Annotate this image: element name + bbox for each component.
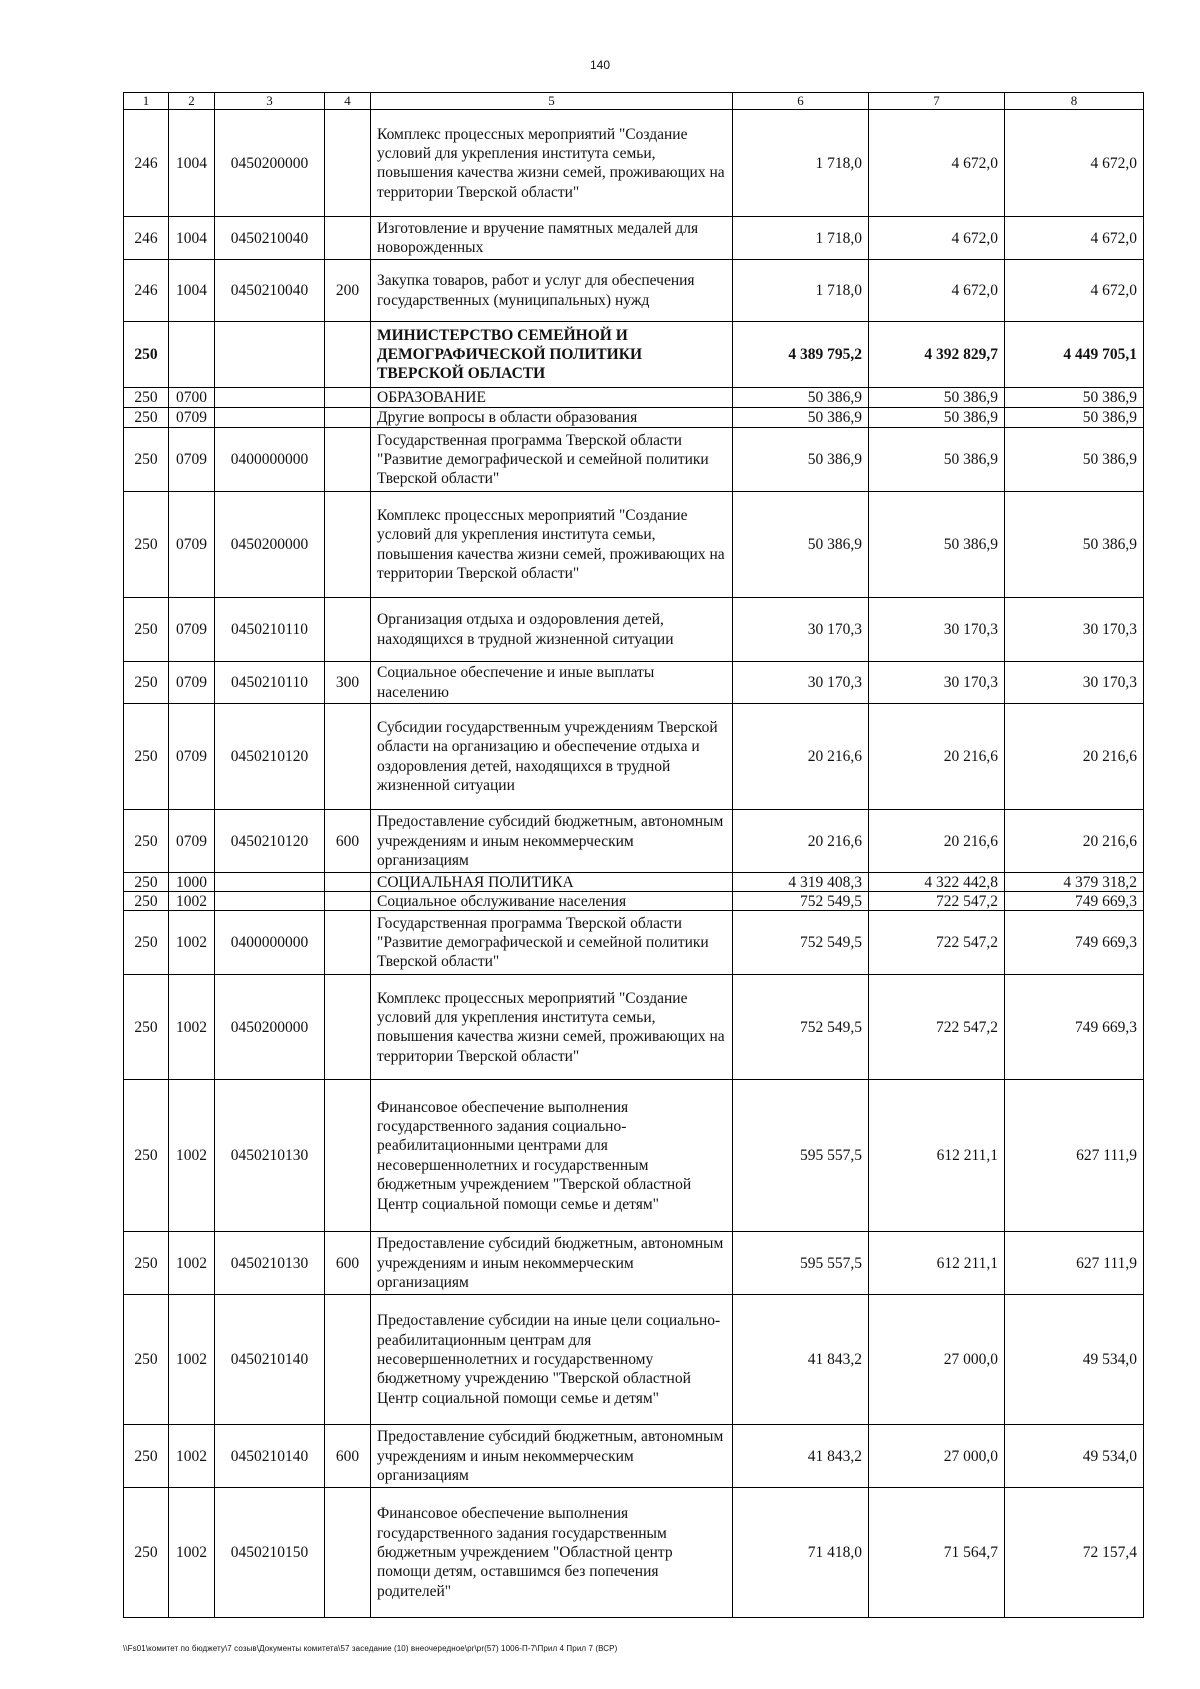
cell-ministry-code: 250 bbox=[124, 1232, 169, 1295]
cell-description: Организация отдыха и оздоровления детей, находящихся в трудной жизненной ситуации bbox=[371, 598, 733, 662]
cell-expense-type bbox=[325, 892, 371, 911]
cell-ministry-code: 250 bbox=[124, 322, 169, 388]
cell-description: Государственная программа Тверской области "Развитие демографической и семейной политики Тверской области" bbox=[371, 428, 733, 492]
cell-description: Предоставление субсидии на иные цели социально-реабилитационным центрам для несовершеннолетних и государственному бюджетному учреждению "Тверской областной Центр социальной помощи семье и детям" bbox=[371, 1295, 733, 1425]
cell-section-code: 1002 bbox=[169, 1295, 215, 1425]
cell-description: Государственная программа Тверской области "Развитие демографической и семейной политики Тверской области" bbox=[371, 911, 733, 975]
cell-description: Предоставление субсидий бюджетным, автономным учреждениям и иным некоммерческим организациям bbox=[371, 1232, 733, 1295]
cell-description: Финансовое обеспечение выполнения государственного задания государственным бюджетным учреждением "Областной центр помощи детям, оставшимся без попечения родителей" bbox=[371, 1488, 733, 1618]
cell-section-code: 0709 bbox=[169, 810, 215, 873]
table-row bbox=[124, 408, 1144, 428]
cell-amount-2: 71 564,7 bbox=[869, 1488, 1005, 1618]
cell-amount-1: 1 718,0 bbox=[733, 110, 869, 217]
cell-amount-2: 722 547,2 bbox=[869, 975, 1005, 1080]
cell-amount-2: 50 386,9 bbox=[869, 428, 1005, 492]
cell-target-article bbox=[215, 408, 325, 428]
table-row bbox=[124, 217, 1144, 260]
cell-ministry-code: 250 bbox=[124, 810, 169, 873]
cell-ministry-code: 250 bbox=[124, 1425, 169, 1488]
table-row bbox=[124, 322, 1144, 388]
cell-description: Другие вопросы в области образования bbox=[371, 408, 733, 428]
cell-amount-3: 20 216,6 bbox=[1005, 704, 1144, 810]
cell-amount-1: 71 418,0 bbox=[733, 1488, 869, 1618]
cell-target-article: 0450210150 bbox=[215, 1488, 325, 1618]
table-row bbox=[124, 492, 1144, 598]
cell-ministry-code: 250 bbox=[124, 975, 169, 1080]
cell-expense-type bbox=[325, 704, 371, 810]
cell-amount-1: 752 549,5 bbox=[733, 975, 869, 1080]
cell-amount-3: 4 379 318,2 bbox=[1005, 873, 1144, 892]
cell-amount-3: 49 534,0 bbox=[1005, 1295, 1144, 1425]
cell-section-code: 1000 bbox=[169, 873, 215, 892]
cell-amount-2: 4 672,0 bbox=[869, 110, 1005, 217]
cell-amount-2: 722 547,2 bbox=[869, 911, 1005, 975]
cell-description: Финансовое обеспечение выполнения государственного задания социально-реабилитационными центрами для несовершеннолетних и государственным бюджетным учреждением "Тверской областной Центр социальной помощи семье и детям" bbox=[371, 1080, 733, 1232]
cell-expense-type: 200 bbox=[325, 260, 371, 322]
table-row bbox=[124, 873, 1144, 892]
cell-amount-2: 50 386,9 bbox=[869, 408, 1005, 428]
cell-amount-2: 27 000,0 bbox=[869, 1425, 1005, 1488]
cell-ministry-code: 250 bbox=[124, 873, 169, 892]
cell-expense-type bbox=[325, 408, 371, 428]
cell-ministry-code: 250 bbox=[124, 388, 169, 408]
cell-section-code: 0709 bbox=[169, 428, 215, 492]
cell-amount-2: 4 672,0 bbox=[869, 260, 1005, 322]
cell-amount-3: 627 111,9 bbox=[1005, 1232, 1144, 1295]
cell-amount-1: 41 843,2 bbox=[733, 1425, 869, 1488]
cell-expense-type bbox=[325, 110, 371, 217]
cell-ministry-code: 250 bbox=[124, 1080, 169, 1232]
cell-amount-2: 20 216,6 bbox=[869, 810, 1005, 873]
cell-amount-3: 749 669,3 bbox=[1005, 911, 1144, 975]
cell-ministry-code: 250 bbox=[124, 892, 169, 911]
cell-description: Субсидии государственным учреждениям Тверской области на организацию и обеспечение отдыха и оздоровления детей, находящихся в трудной жизненной ситуации bbox=[371, 704, 733, 810]
cell-amount-3: 30 170,3 bbox=[1005, 598, 1144, 662]
cell-description: ОБРАЗОВАНИЕ bbox=[371, 388, 733, 408]
cell-amount-3: 4 672,0 bbox=[1005, 217, 1144, 260]
cell-target-article: 0450210110 bbox=[215, 598, 325, 662]
cell-description: Изготовление и вручение памятных медалей для новорожденных bbox=[371, 217, 733, 260]
column-header-3: 3 bbox=[215, 93, 325, 110]
cell-amount-3: 72 157,4 bbox=[1005, 1488, 1144, 1618]
cell-ministry-code: 250 bbox=[124, 408, 169, 428]
cell-target-article: 0450210040 bbox=[215, 217, 325, 260]
table-row bbox=[124, 975, 1144, 1080]
column-header-1: 1 bbox=[124, 93, 169, 110]
cell-section-code: 1004 bbox=[169, 110, 215, 217]
cell-amount-3: 4 449 705,1 bbox=[1005, 322, 1144, 388]
column-number-row bbox=[124, 93, 1144, 110]
cell-amount-1: 30 170,3 bbox=[733, 598, 869, 662]
cell-target-article: 0450210130 bbox=[215, 1080, 325, 1232]
cell-ministry-code: 250 bbox=[124, 662, 169, 704]
table-row bbox=[124, 260, 1144, 322]
cell-description: Социальное обеспечение и иные выплаты населению bbox=[371, 662, 733, 704]
table-row bbox=[124, 110, 1144, 217]
cell-amount-1: 50 386,9 bbox=[733, 408, 869, 428]
cell-ministry-code: 250 bbox=[124, 911, 169, 975]
table-row bbox=[124, 598, 1144, 662]
cell-amount-2: 30 170,3 bbox=[869, 662, 1005, 704]
cell-section-code: 0709 bbox=[169, 662, 215, 704]
cell-amount-3: 49 534,0 bbox=[1005, 1425, 1144, 1488]
cell-section-code: 1002 bbox=[169, 1232, 215, 1295]
cell-expense-type: 600 bbox=[325, 810, 371, 873]
cell-ministry-code: 250 bbox=[124, 428, 169, 492]
cell-target-article bbox=[215, 892, 325, 911]
column-header-4: 4 bbox=[325, 93, 371, 110]
cell-expense-type bbox=[325, 975, 371, 1080]
cell-target-article: 0450210140 bbox=[215, 1295, 325, 1425]
cell-amount-1: 595 557,5 bbox=[733, 1232, 869, 1295]
cell-ministry-code: 250 bbox=[124, 598, 169, 662]
cell-target-article: 0450210130 bbox=[215, 1232, 325, 1295]
cell-amount-2: 4 672,0 bbox=[869, 217, 1005, 260]
cell-section-code: 1002 bbox=[169, 911, 215, 975]
cell-amount-1: 4 389 795,2 bbox=[733, 322, 869, 388]
cell-description: Социальное обслуживание населения bbox=[371, 892, 733, 911]
cell-amount-1: 1 718,0 bbox=[733, 260, 869, 322]
cell-amount-2: 50 386,9 bbox=[869, 388, 1005, 408]
cell-expense-type bbox=[325, 217, 371, 260]
cell-target-article: 0400000000 bbox=[215, 428, 325, 492]
cell-expense-type bbox=[325, 598, 371, 662]
table-row bbox=[124, 1080, 1144, 1232]
cell-amount-1: 50 386,9 bbox=[733, 428, 869, 492]
cell-description: Предоставление субсидий бюджетным, автономным учреждениям и иным некоммерческим организациям bbox=[371, 810, 733, 873]
cell-amount-1: 50 386,9 bbox=[733, 492, 869, 598]
cell-description: СОЦИАЛЬНАЯ ПОЛИТИКА bbox=[371, 873, 733, 892]
cell-expense-type bbox=[325, 1488, 371, 1618]
cell-ministry-code: 250 bbox=[124, 704, 169, 810]
cell-description: Закупка товаров, работ и услуг для обеспечения государственных (муниципальных) нужд bbox=[371, 260, 733, 322]
cell-ministry-code: 250 bbox=[124, 492, 169, 598]
cell-amount-2: 30 170,3 bbox=[869, 598, 1005, 662]
cell-amount-1: 50 386,9 bbox=[733, 388, 869, 408]
cell-target-article: 0450210120 bbox=[215, 704, 325, 810]
cell-amount-2: 612 211,1 bbox=[869, 1232, 1005, 1295]
cell-target-article bbox=[215, 322, 325, 388]
budget-table bbox=[123, 92, 1144, 1618]
cell-ministry-code: 246 bbox=[124, 260, 169, 322]
cell-amount-3: 50 386,9 bbox=[1005, 408, 1144, 428]
cell-section-code: 1002 bbox=[169, 892, 215, 911]
cell-amount-3: 749 669,3 bbox=[1005, 975, 1144, 1080]
column-header-8: 8 bbox=[1005, 93, 1144, 110]
cell-amount-1: 1 718,0 bbox=[733, 217, 869, 260]
cell-amount-1: 752 549,5 bbox=[733, 911, 869, 975]
cell-amount-3: 50 386,9 bbox=[1005, 428, 1144, 492]
cell-target-article: 0450210120 bbox=[215, 810, 325, 873]
cell-target-article: 0450200000 bbox=[215, 975, 325, 1080]
cell-amount-2: 27 000,0 bbox=[869, 1295, 1005, 1425]
page-number: 140 bbox=[589, 58, 611, 72]
cell-amount-3: 50 386,9 bbox=[1005, 388, 1144, 408]
cell-expense-type bbox=[325, 873, 371, 892]
cell-section-code: 1002 bbox=[169, 1425, 215, 1488]
cell-amount-3: 20 216,6 bbox=[1005, 810, 1144, 873]
table-row bbox=[124, 1488, 1144, 1618]
document-file-path: \\Fs01\комитет по бюджету\7 созыв\Документы комитета\57 заседание (10) внеочередное\pr\pr(57) 1006-П-7\Прил 4 Прил 7 (ВСР) bbox=[123, 1644, 618, 1653]
cell-amount-2: 50 386,9 bbox=[869, 492, 1005, 598]
table-row bbox=[124, 428, 1144, 492]
cell-amount-1: 20 216,6 bbox=[733, 704, 869, 810]
cell-expense-type: 600 bbox=[325, 1232, 371, 1295]
cell-amount-2: 4 392 829,7 bbox=[869, 322, 1005, 388]
table-row bbox=[124, 1425, 1144, 1488]
cell-section-code: 1002 bbox=[169, 975, 215, 1080]
table-row bbox=[124, 1232, 1144, 1295]
cell-section-code: 0709 bbox=[169, 598, 215, 662]
cell-section-code: 1002 bbox=[169, 1488, 215, 1618]
table-row bbox=[124, 388, 1144, 408]
table-row bbox=[124, 810, 1144, 873]
cell-amount-3: 50 386,9 bbox=[1005, 492, 1144, 598]
cell-section-code bbox=[169, 322, 215, 388]
table-row bbox=[124, 704, 1144, 810]
cell-amount-1: 30 170,3 bbox=[733, 662, 869, 704]
cell-amount-1: 4 319 408,3 bbox=[733, 873, 869, 892]
cell-section-code: 0709 bbox=[169, 704, 215, 810]
cell-section-code: 1004 bbox=[169, 217, 215, 260]
cell-amount-3: 749 669,3 bbox=[1005, 892, 1144, 911]
table-row bbox=[124, 911, 1144, 975]
cell-amount-3: 627 111,9 bbox=[1005, 1080, 1144, 1232]
cell-description: Комплекс процессных мероприятий "Создание условий для укрепления института семьи, повышения качества жизни семей, проживающих на территории Тверской области" bbox=[371, 975, 733, 1080]
cell-amount-3: 4 672,0 bbox=[1005, 260, 1144, 322]
cell-expense-type bbox=[325, 1295, 371, 1425]
cell-expense-type: 600 bbox=[325, 1425, 371, 1488]
cell-description: МИНИСТЕРСТВО СЕМЕЙНОЙ И ДЕМОГРАФИЧЕСКОЙ ПОЛИТИКИ ТВЕРСКОЙ ОБЛАСТИ bbox=[371, 322, 733, 388]
cell-section-code: 1002 bbox=[169, 1080, 215, 1232]
cell-target-article: 0450200000 bbox=[215, 492, 325, 598]
cell-ministry-code: 246 bbox=[124, 217, 169, 260]
cell-amount-1: 41 843,2 bbox=[733, 1295, 869, 1425]
cell-expense-type bbox=[325, 911, 371, 975]
table-row bbox=[124, 1295, 1144, 1425]
cell-amount-2: 4 322 442,8 bbox=[869, 873, 1005, 892]
cell-target-article: 0450200000 bbox=[215, 110, 325, 217]
cell-amount-1: 752 549,5 bbox=[733, 892, 869, 911]
cell-target-article: 0400000000 bbox=[215, 911, 325, 975]
cell-amount-3: 4 672,0 bbox=[1005, 110, 1144, 217]
cell-amount-2: 20 216,6 bbox=[869, 704, 1005, 810]
cell-description: Комплекс процессных мероприятий "Создание условий для укрепления института семьи, повышения качества жизни семей, проживающих на территории Тверской области" bbox=[371, 110, 733, 217]
cell-expense-type bbox=[325, 322, 371, 388]
cell-target-article bbox=[215, 873, 325, 892]
column-header-2: 2 bbox=[169, 93, 215, 110]
cell-section-code: 0709 bbox=[169, 492, 215, 598]
cell-expense-type bbox=[325, 428, 371, 492]
cell-target-article: 0450210140 bbox=[215, 1425, 325, 1488]
cell-description: Предоставление субсидий бюджетным, автономным учреждениям и иным некоммерческим организациям bbox=[371, 1425, 733, 1488]
cell-amount-3: 30 170,3 bbox=[1005, 662, 1144, 704]
cell-target-article: 0450210040 bbox=[215, 260, 325, 322]
table-row bbox=[124, 662, 1144, 704]
cell-expense-type: 300 bbox=[325, 662, 371, 704]
cell-expense-type bbox=[325, 1080, 371, 1232]
column-header-7: 7 bbox=[869, 93, 1005, 110]
cell-ministry-code: 250 bbox=[124, 1295, 169, 1425]
column-header-5: 5 bbox=[371, 93, 733, 110]
cell-section-code: 1004 bbox=[169, 260, 215, 322]
cell-expense-type bbox=[325, 388, 371, 408]
cell-ministry-code: 250 bbox=[124, 1488, 169, 1618]
cell-ministry-code: 246 bbox=[124, 110, 169, 217]
table-row bbox=[124, 892, 1144, 911]
cell-amount-1: 595 557,5 bbox=[733, 1080, 869, 1232]
cell-expense-type bbox=[325, 492, 371, 598]
cell-section-code: 0700 bbox=[169, 388, 215, 408]
cell-amount-1: 20 216,6 bbox=[733, 810, 869, 873]
cell-target-article bbox=[215, 388, 325, 408]
cell-amount-2: 722 547,2 bbox=[869, 892, 1005, 911]
cell-section-code: 0709 bbox=[169, 408, 215, 428]
cell-target-article: 0450210110 bbox=[215, 662, 325, 704]
cell-amount-2: 612 211,1 bbox=[869, 1080, 1005, 1232]
cell-description: Комплекс процессных мероприятий "Создание условий для укрепления института семьи, повышения качества жизни семей, проживающих на территории Тверской области" bbox=[371, 492, 733, 598]
column-header-6: 6 bbox=[733, 93, 869, 110]
